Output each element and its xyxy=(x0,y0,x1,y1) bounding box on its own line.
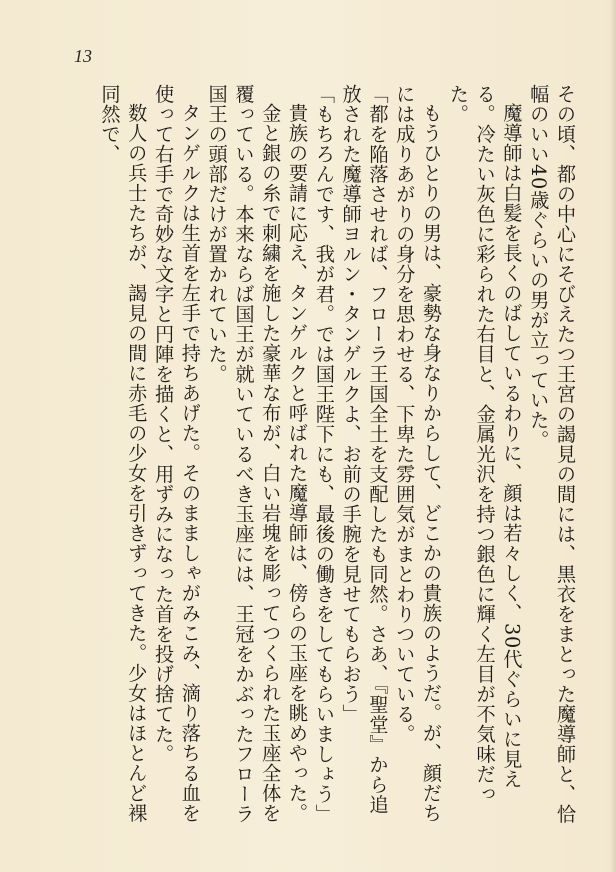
body-text xyxy=(96,84,578,824)
dialogue-2: 「もちろんです、我が君。では国王陛下にも、最後の働きをしてもらいましょう」 xyxy=(312,84,336,824)
page-number: 13 xyxy=(74,46,92,66)
paragraph-6: タンゲルクは生首を左手で持ちあげた。そのまましゃがみこみ、滴り落ちる血を使って右手で奇妙な文字と円陣を描くと、用ずみになった首を投げ捨てた。 xyxy=(152,84,202,824)
paragraph-5: 金と銀の糸で刺繍を施した豪華な布が、白い岩塊を彫ってつくられた玉座全体を覆っている。本来ならば国王が就いているべき玉座には、王冠をかぶったフローラ国王の頭部だけが置かれていた。 xyxy=(205,84,283,824)
paragraph-1: その頃、都の中心にそびえたつ王宮の謁見の間には、黒衣をまとった魔導師と、恰幅のいい40歳ぐらいの男が立っていた。 xyxy=(527,84,577,824)
dialogue-1: 「都を陥落させれば、フローラ王国全土を支配したも同然。さあ、『聖堂』から追放された魔導師ヨルン・タンゲルクよ、お前の手腕を見せてもらおう」 xyxy=(339,84,390,815)
page-edge-shadow xyxy=(610,0,616,872)
paragraph-2: 魔導師は白髪を長くのばしているわりに、顔は若々しく、30代ぐらいに見える。冷たい灰色に彩られた右目と、金属光沢を持つ銀色に輝く左目が不気味だった。 xyxy=(446,84,524,804)
paragraph-7: 数人の兵士たちが、謁見の間に赤毛の少女を引きずってきた。少女はほとんど裸同然で、 xyxy=(98,84,149,824)
paragraph-3: もうひとりの男は、豪勢な身なりからして、どこかの貴族のようだ。が、顔だちには成りあがりの身分を思わせる、下卑た雰囲気がまとわりついている。 xyxy=(393,84,444,824)
paragraph-4: 貴族の要請に応え、タンゲルクと呼ばれた魔導師は、傍らの玉座を眺めやった。 xyxy=(286,103,310,824)
